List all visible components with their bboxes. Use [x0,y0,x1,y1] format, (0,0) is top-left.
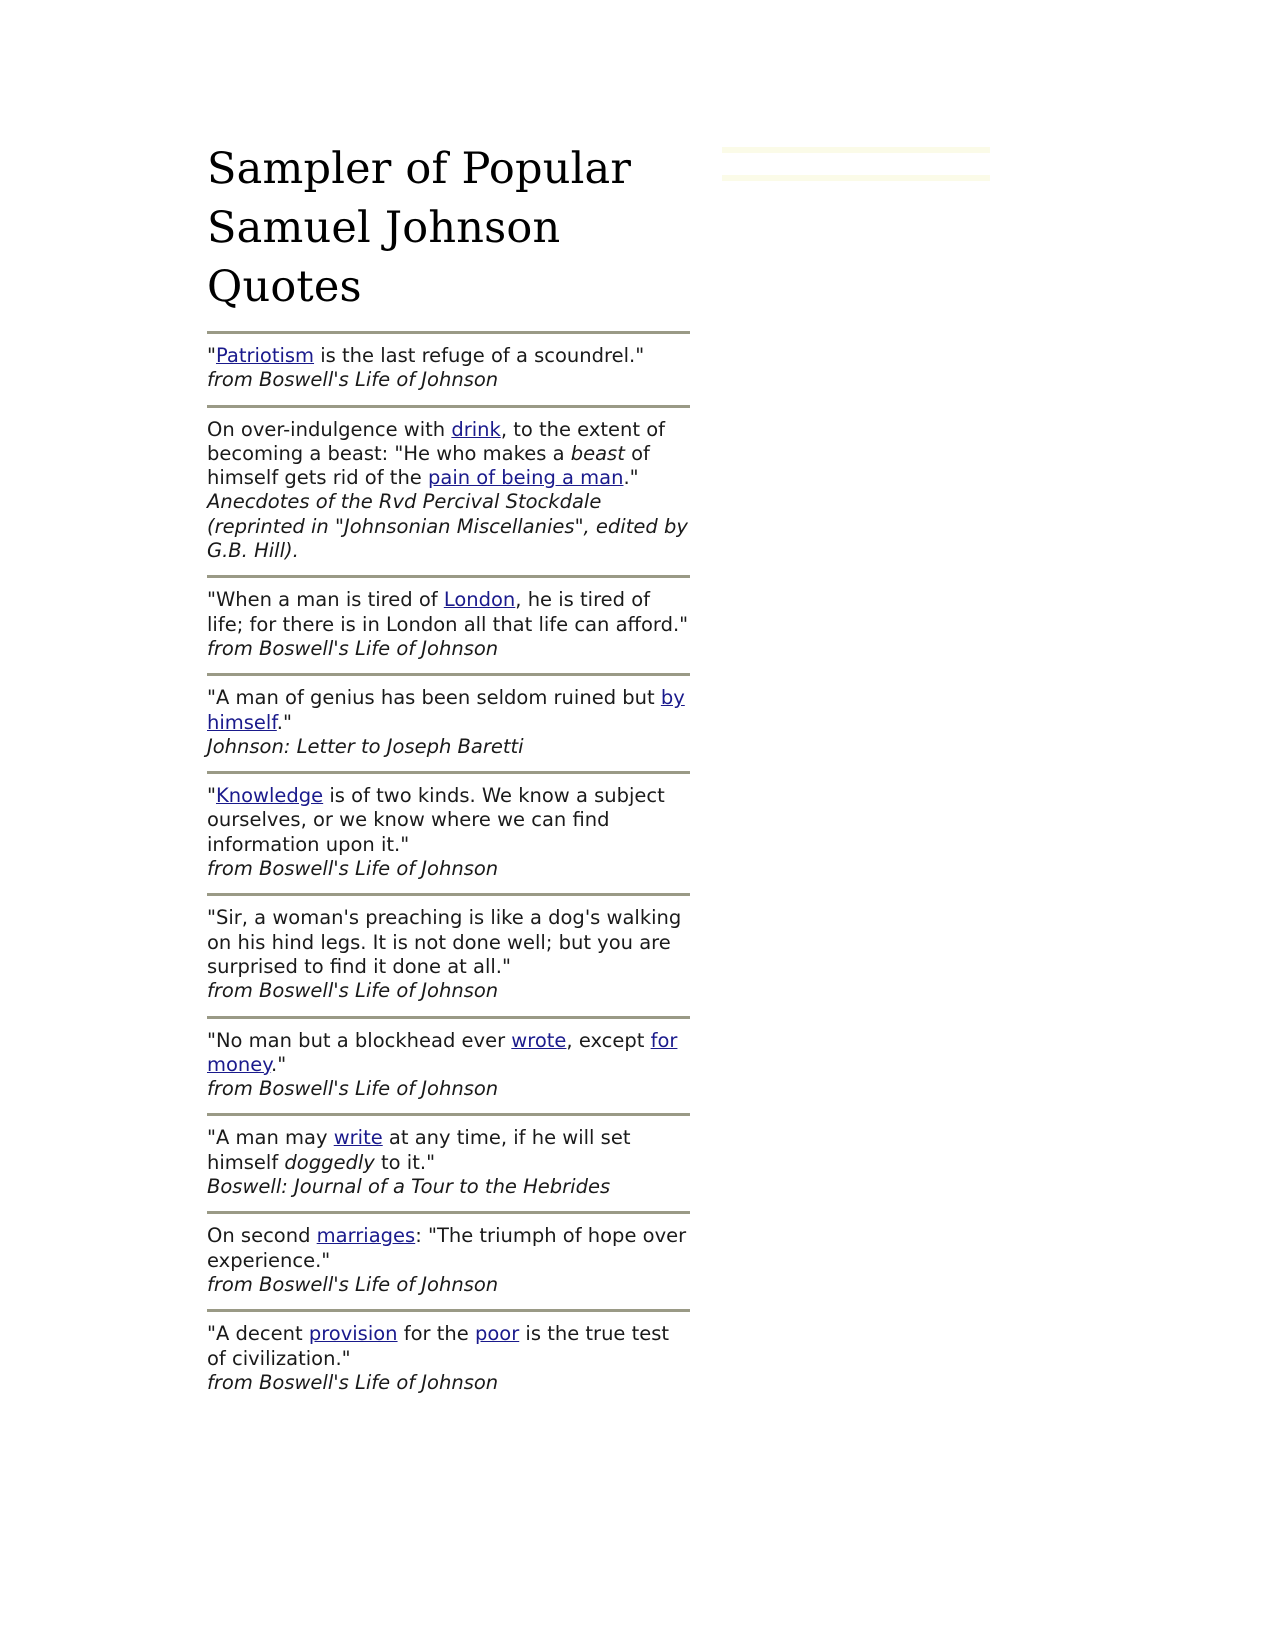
quote-span: "No man but a blockhead ever [207,1028,512,1052]
quote-link[interactable]: drink [451,417,501,441]
quote-block-second-marriages [207,1211,690,1309]
emphasis-text: beast [570,441,625,465]
quote-link[interactable]: write [333,1126,383,1150]
quote-text [207,686,690,735]
quote-source: Anecdotes of the Rvd Percival Stockdale (reprinted in "Johnsonian Miscellanies", edited by G.B. Hill). [207,490,688,563]
decorative-bar-second [722,175,990,181]
quote-span: "A man may [207,1126,334,1150]
quote-span: "Sir, a woman's preaching is like a dog's walking on his hind legs. It is not done well; but you are surprised to find it done at all." [207,906,682,978]
quote-span: On over-indulgence with [207,417,452,441]
quote-text [207,906,690,979]
quote-span: , to the extent of becoming a beast: "He who makes a [207,417,666,465]
quote-span: ." [276,710,292,734]
quote-block-write-doggedly [207,1113,690,1211]
quotes-list [207,331,690,1407]
quote-block-decent-provision [207,1309,690,1407]
quote-span: is of two kinds. We know a subject ourselves, or we know where we can find information upon it." [207,784,665,856]
quote-span: , he is tired of life; for there is in London all that life can afford." [207,588,689,636]
quote-span: "When a man is tired of [207,588,444,612]
quote-source: Johnson: Letter to Joseph Baretti [207,734,524,758]
quote-span: at any time, if he will set himself [207,1126,631,1174]
quote-link[interactable]: pain of being a man [428,466,624,490]
quote-block-womans-preaching [207,893,690,1015]
quote-block-man-of-genius [207,673,690,771]
quote-span: : "The triumph of hope over experience." [207,1224,687,1272]
quote-source: Boswell: Journal of a Tour to the Hebrides [207,1175,611,1199]
quote-link[interactable]: Knowledge [215,784,324,808]
quote-link[interactable]: Patriotism [215,344,315,367]
quote-link[interactable]: provision [308,1322,398,1346]
quote-link[interactable]: marriages [316,1224,416,1248]
quote-link[interactable]: poor [474,1322,520,1346]
quote-block-blockhead-wrote [207,1016,690,1114]
quote-block-patriotism [207,331,690,405]
quote-span: ." [271,1052,287,1076]
emphasis-text: doggedly [284,1150,375,1174]
quote-source: from Boswell's Life of Johnson [207,1272,499,1296]
quote-span: for the [397,1322,475,1346]
quote-span: is the last refuge of a scoundrel." [314,344,645,367]
quote-text [207,588,690,637]
quote-source: from Boswell's Life of Johnson [207,1077,499,1101]
quote-block-knowledge-two-kinds [207,771,690,893]
quote-link[interactable]: for money [207,1028,678,1076]
quote-source: from Boswell's Life of Johnson [207,1370,499,1394]
page-title: Sampler of Popular Samuel Johnson Quotes [207,144,632,312]
quote-span: "A decent [207,1322,309,1346]
quote-span: " [207,784,216,808]
quote-text [207,784,690,857]
decorative-bar-top [722,147,990,153]
quote-span: "A man of genius has been seldom ruined but [207,686,661,710]
quote-text [207,344,690,368]
quote-span: to it." [374,1150,436,1174]
quote-block-over-indulgence-drink [207,405,690,576]
quote-source: from Boswell's Life of Johnson [207,857,499,881]
quote-block-tired-of-london [207,575,690,673]
quote-source: from Boswell's Life of Johnson [207,979,499,1003]
quote-text [207,1224,690,1273]
quote-source: from Boswell's Life of Johnson [207,368,499,392]
quote-text [207,418,690,491]
quote-text [207,1029,690,1078]
quote-link[interactable]: by himself [207,686,685,734]
quote-span: of himself gets rid of the [207,441,650,490]
quote-text [207,1322,690,1371]
quote-span: , except [566,1028,651,1052]
quote-span: On second [207,1224,317,1248]
quote-link[interactable]: London [443,588,516,612]
quote-span: " [207,344,216,367]
quote-text [207,1126,690,1175]
quote-span: ." [623,466,639,490]
content-column [207,140,690,1407]
quote-link[interactable]: wrote [511,1028,567,1052]
quote-source: from Boswell's Life of Johnson [207,636,499,660]
quote-span: is the true test of civilization." [207,1322,670,1370]
